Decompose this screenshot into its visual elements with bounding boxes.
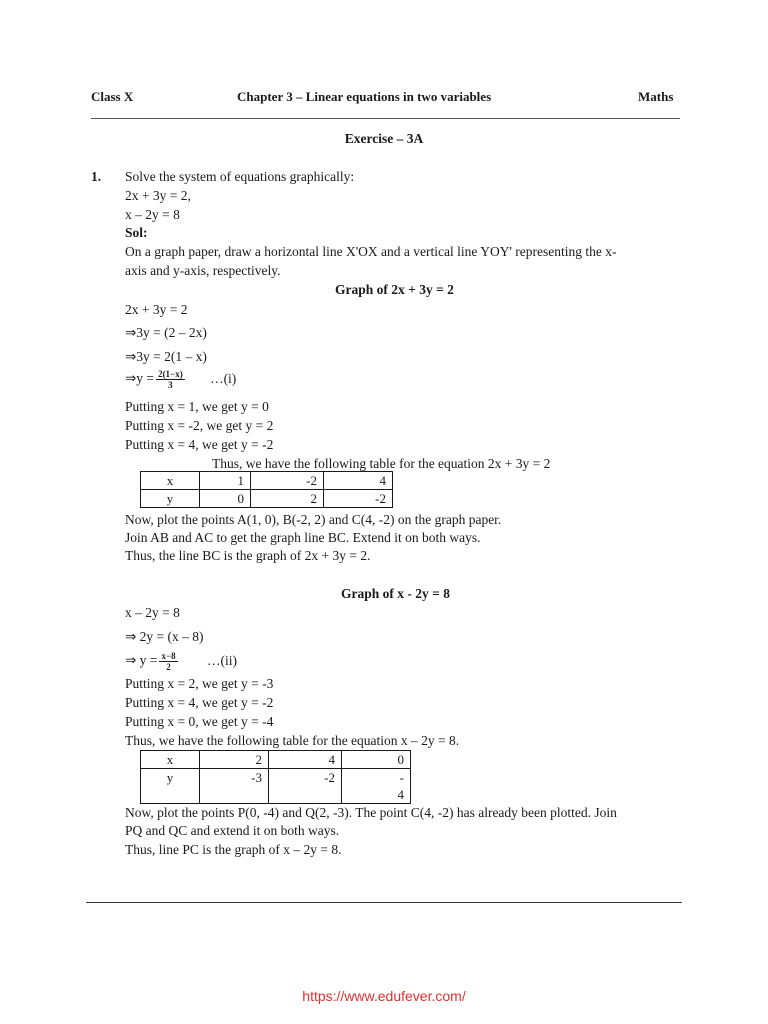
graph2-heading: Graph of x - 2y = 8: [341, 586, 450, 601]
footer-divider: [86, 902, 682, 903]
graph2-step3-prefix: ⇒ y =: [125, 652, 158, 668]
graph1-fraction: [156, 369, 185, 390]
graph1-values-table: [140, 471, 393, 508]
question-number: 1.: [91, 169, 102, 184]
equation-2: x – 2y = 8: [125, 207, 180, 222]
graph2-fraction: [159, 651, 177, 672]
graph2-step2: ⇒ 2y = (x – 8): [125, 629, 204, 644]
header-subject: Maths: [638, 89, 674, 104]
graph1-after-2: Join AB and AC to get the graph line BC. Extend it on both ways.: [125, 530, 481, 545]
table-cell-line: -: [399, 770, 404, 785]
graph1-putting-1: Putting x = 1, we get y = 0: [125, 399, 269, 414]
table-cell: y: [141, 490, 200, 508]
intro-line-2: axis and y-axis, respectively.: [125, 263, 281, 278]
graph1-table-intro: Thus, we have the following table for the equation 2x + 3y = 2: [212, 456, 551, 471]
table-cell: 2: [200, 751, 269, 769]
table-row: [141, 472, 393, 490]
table-cell-line: 4: [397, 787, 404, 802]
table-cell: -2: [269, 769, 342, 804]
table-cell: 0: [200, 490, 251, 508]
table-row: [141, 769, 411, 804]
table-row: [141, 751, 411, 769]
graph1-fraction-numerator: 2(1−x): [158, 369, 183, 379]
graph2-equation-tag: …(ii): [206, 652, 237, 668]
graph2-step1: x – 2y = 8: [125, 605, 180, 620]
graph2-putting-1: Putting x = 2, we get y = -3: [125, 676, 274, 691]
graph2-values-table: [140, 750, 411, 804]
table-cell: 4: [269, 751, 342, 769]
table-cell: 1: [200, 472, 251, 490]
header-divider: [91, 118, 680, 119]
intro-line-1: On a graph paper, draw a horizontal line X'OX and a vertical line YOY' representing the x-: [125, 244, 617, 259]
graph2-after-3: Thus, line PC is the graph of x – 2y = 8.: [125, 842, 342, 857]
table-cell: y: [141, 769, 200, 804]
graph2-step3: [125, 651, 237, 672]
table-cell: -2: [324, 490, 393, 508]
graph2-table-intro: Thus, we have the following table for the equation x – 2y = 8.: [125, 733, 460, 748]
graph2-fraction-numerator: x−8: [161, 651, 176, 661]
graph1-putting-2: Putting x = -2, we get y = 2: [125, 418, 274, 433]
graph1-step2: ⇒3y = (2 – 2x): [125, 325, 207, 340]
graph1-step3: ⇒3y = 2(1 – x): [125, 349, 207, 364]
table-cell: x: [141, 472, 200, 490]
graph1-step1: 2x + 3y = 2: [125, 302, 188, 317]
table-row: [141, 490, 393, 508]
table-cell: 0: [342, 751, 411, 769]
footer-url-link[interactable]: https://www.edufever.com/: [302, 988, 466, 1004]
table-cell: 4: [324, 472, 393, 490]
graph1-heading: Graph of 2x + 3y = 2: [335, 282, 454, 297]
header-class: Class X: [91, 89, 134, 104]
solution-label: Sol:: [125, 225, 148, 240]
graph1-after-3: Thus, the line BC is the graph of 2x + 3y = 2.: [125, 548, 371, 563]
graph1-step4: [125, 369, 236, 390]
table-cell: 2: [251, 490, 324, 508]
table-cell: -2: [251, 472, 324, 490]
equation-1: 2x + 3y = 2,: [125, 188, 191, 203]
graph1-putting-3: Putting x = 4, we get y = -2: [125, 437, 274, 452]
graph2-putting-2: Putting x = 4, we get y = -2: [125, 695, 274, 710]
header-chapter-title: Chapter 3 – Linear equations in two variables: [237, 89, 492, 104]
graph1-step4-prefix: ⇒y =: [125, 370, 155, 386]
table-cell: x: [141, 751, 200, 769]
question-prompt: Solve the system of equations graphically:: [125, 169, 355, 184]
graph2-after-2: PQ and QC and extend it on both ways.: [125, 823, 340, 838]
graph2-fraction-denominator: 2: [166, 662, 171, 672]
graph1-fraction-denominator: 3: [168, 380, 173, 390]
graph2-after-1: Now, plot the points P(0, -4) and Q(2, -3). The point C(4, -2) has already been plotted. Join: [125, 805, 617, 820]
table-cell: [342, 769, 411, 804]
graph1-equation-tag: …(i): [210, 370, 237, 386]
table-cell: -3: [200, 769, 269, 804]
exercise-title: Exercise – 3A: [344, 131, 424, 146]
graph2-putting-3: Putting x = 0, we get y = -4: [125, 714, 274, 729]
graph1-after-1: Now, plot the points A(1, 0), B(-2, 2) and C(4, -2) on the graph paper.: [125, 512, 502, 527]
